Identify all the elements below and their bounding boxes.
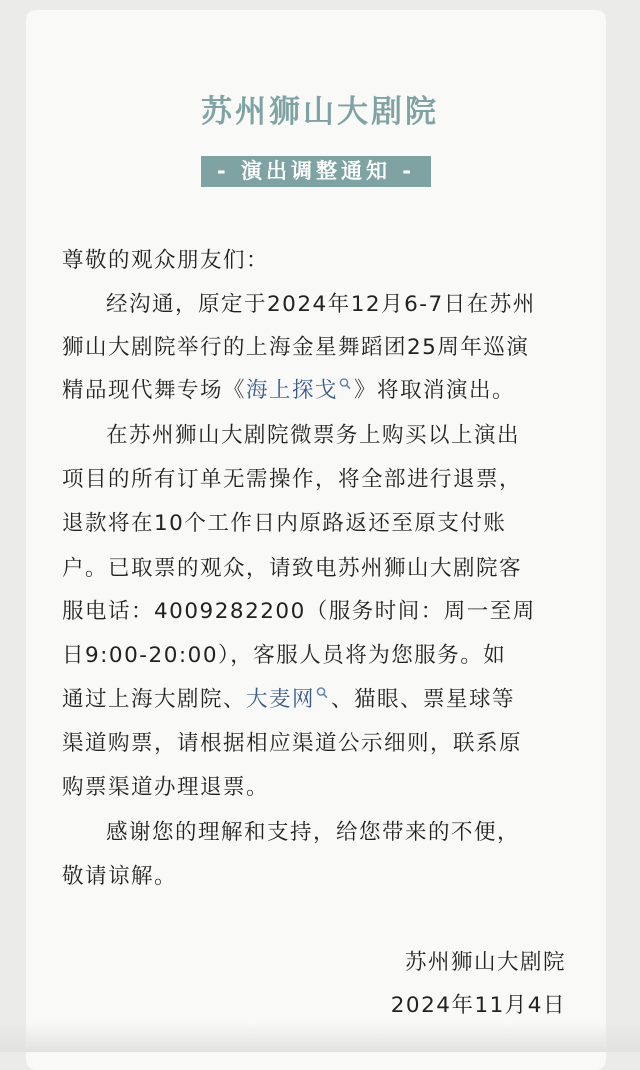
p3-line-1: 感谢您的理解和支持，给您带来的不便， [106,818,520,848]
search-icon[interactable] [338,377,352,393]
p1-line-2: 狮山大剧院举行的上海金星舞蹈团25周年巡演 [62,333,529,363]
p2-line-9: 购票渠道办理退票。 [62,773,269,803]
p2-line-2: 项目的所有订单无需操作，将全部进行退票， [62,465,522,495]
p1-line-3-after: 》将取消演出。 [354,378,515,403]
p2-line-3: 退款将在10个工作日内原路返还至原支付账 [62,509,506,539]
p2-line-4: 户。已取票的观众，请致电苏州狮山大剧院客 [62,554,522,584]
p2-line-5: 服电话：4009282200（服务时间：周一至周 [62,597,536,627]
p2-line-7-before: 通过上海大剧院、 [62,687,246,712]
page-title: 苏州狮山大剧院 [0,86,640,131]
greeting: 尊敬的观众朋友们： [62,246,269,276]
p1-line-3-before: 精品现代舞专场《 [62,378,246,403]
search-link-damai[interactable]: 大麦网 [246,687,315,712]
signature-date: 2024年11月4日 [391,991,566,1021]
search-icon[interactable] [315,686,329,702]
p1-line-1: 经沟通，原定于2024年12月6-7日在苏州 [106,290,536,320]
p2-line-7-after: 、猫眼、票星球等 [331,687,515,712]
p1-line-3 [62,376,515,406]
p3-line-2: 敬请谅解。 [62,862,177,892]
bottom-fade [0,1022,640,1052]
notice-banner: - 演出调整通知 - [201,156,431,187]
p2-line-8: 渠道购票，请根据相应渠道公示细则，联系原 [62,729,522,759]
p2-line-7 [62,685,515,715]
search-link-haishang-tango[interactable]: 海上探戈 [246,378,338,403]
p2-line-6: 日9:00-20:00），客服人员将为您服务。如 [62,641,506,671]
signature-org: 苏州狮山大剧院 [405,948,566,978]
p2-line-1: 在苏州狮山大剧院微票务上购买以上演出 [106,421,520,451]
